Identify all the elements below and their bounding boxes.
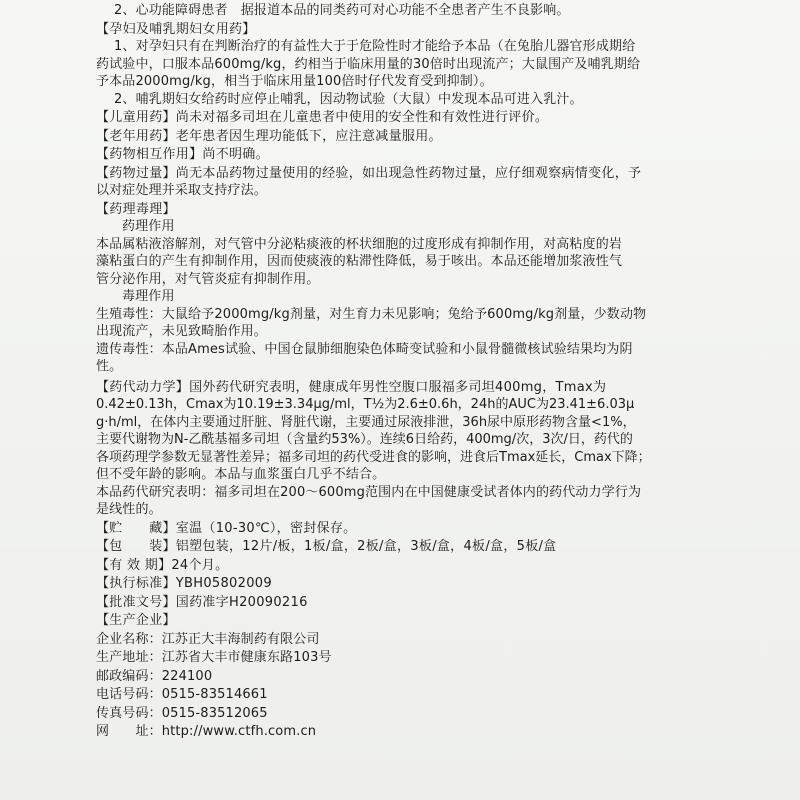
- subsection-title: 药理作用: [122, 219, 175, 234]
- section-header-pediatric: 【儿童用药】尚未对福多司坦在儿童患者中使用的安全性和有效性进行评价。: [96, 110, 549, 125]
- text-line: 但不受年龄的影响。本品与血浆蛋白几乎不结合。: [96, 467, 386, 482]
- fax-number: 传真号码：0515-83512065: [96, 705, 268, 721]
- subsection-title: 毒理作用: [122, 289, 175, 304]
- text-line: 以对症处理并采取支持疗法。: [96, 183, 267, 198]
- section-header-approval: 【批准文号】国药准字H20090216: [96, 594, 308, 610]
- phone-number: 电话号码：0515-83514661: [96, 687, 268, 702]
- section-header-geriatric: 【老年用药】老年患者因生理功能低下，应注意减量服用。: [96, 128, 442, 144]
- section-header-storage: 【贮 藏】室温（10-30℃），密封保存。: [96, 520, 357, 536]
- text-line: 性。: [96, 359, 123, 374]
- section-header-pharmacokinetics: 【药代动力学】国外药代研究表明，健康成年男性空腹口服福多司坦400mg，Tmax为: [96, 379, 607, 395]
- text-line: 遗传毒性：本品Ames试验、中国仓鼠肺细胞染色体畸变试验和小鼠骨髓微核试验结果均为阴: [96, 341, 633, 357]
- text-line: 药试验中，口服本品600mg/kg，约相当于临床用量的30倍时出现流产；大鼠围产及哺乳期给: [96, 56, 641, 72]
- text-line: 主要代谢物为N-乙酰基福多司坦（含量约53%）。连续6日给药，400mg/次，3次/日，药代的: [96, 432, 633, 447]
- text-line: 出现流产，未见致畸胎作用。: [96, 324, 267, 339]
- text-line: 0.42±0.13h，Cmax为10.19±3.34μg/ml，T½为2.6±0.6h，24h的AUC为23.41±6.03μ: [96, 397, 635, 412]
- text-line: 各项药理学参数无显著性差异；福多司坦的药代受进食的影响，进食后Tmax延长，Cmax下降；: [96, 449, 651, 465]
- text-line: 藻粘蛋白的产生有抑制作用，因而使痰液的粘滞性降低，易于咳出。本品还能增加浆液性气: [96, 254, 623, 269]
- text-line: 1、对孕妇只有在判断治疗的有益性大于于危险性时才能给予本品（在兔胎儿器官形成期给: [114, 39, 636, 54]
- text-line: 管分泌作用，对气管炎症有抑制作用。: [96, 271, 320, 287]
- section-header-interactions: 【药物相互作用】尚不明确。: [96, 147, 269, 162]
- section-header-packaging: 【包 装】铝塑包装，12片/板，1板/盒，2板/盒，3板/盒，4板/盒，5板/盒: [96, 539, 557, 554]
- text-line: 是线性的。: [96, 502, 162, 517]
- text-line: 本品药代研究表明：福多司坦在200～600mg范围内在中国健康受试者体内的药代动力学行为: [96, 484, 642, 500]
- company-address: 生产地址：江苏省大丰市健康东路103号: [96, 650, 332, 665]
- section-header-pregnancy: 【孕妇及哺乳期妇女用药】: [96, 21, 256, 37]
- company-name: 企业名称：江苏正大丰海制药有限公司: [96, 631, 320, 647]
- section-header-manufacturer: 【生产企业】: [96, 613, 176, 628]
- website: 网 址：http://www.ctfh.com.cn: [96, 724, 317, 739]
- section-header-pharmacology: 【药理毒理】: [96, 201, 176, 217]
- text-line: 予本品2000mg/kg，相当于临床用量100倍时仔代发育受到抑制）。: [96, 74, 493, 89]
- text-line: 生殖毒性：大鼠给予2000mg/kg剂量，对生育力未见影响；兔给予600mg/kg剂量，少数动物: [96, 306, 647, 322]
- text-line: g·h/ml，在体内主要通过肝脏、肾脏代谢，主要通过尿液排泄，36h尿中原形药物含量<1%，: [96, 414, 636, 430]
- postal-code: 邮政编码：224100: [96, 668, 213, 684]
- section-header-overdose: 【药物过量】尚无本品药物过量使用的经验，如出现急性药物过量，应仔细观察病情变化，予: [96, 165, 642, 181]
- text-line: 本品属粘液溶解剂，对气管中分泌粘痰液的杯状细胞的过度形成有抑制作用，对高粘度的岩: [96, 236, 623, 252]
- text-line: 2、心功能障碍患者 据报道本品的同类药可对心功能不全患者产生不良影响。: [114, 3, 570, 18]
- text-line: 2、哺乳期妇女给药时应停止哺乳，因动物试验（大鼠）中发现本品可进入乳汁。: [114, 91, 583, 107]
- section-header-standard: 【执行标准】YBH05802009: [96, 576, 272, 591]
- section-header-shelf-life: 【有 效 期】24个月。: [96, 557, 229, 573]
